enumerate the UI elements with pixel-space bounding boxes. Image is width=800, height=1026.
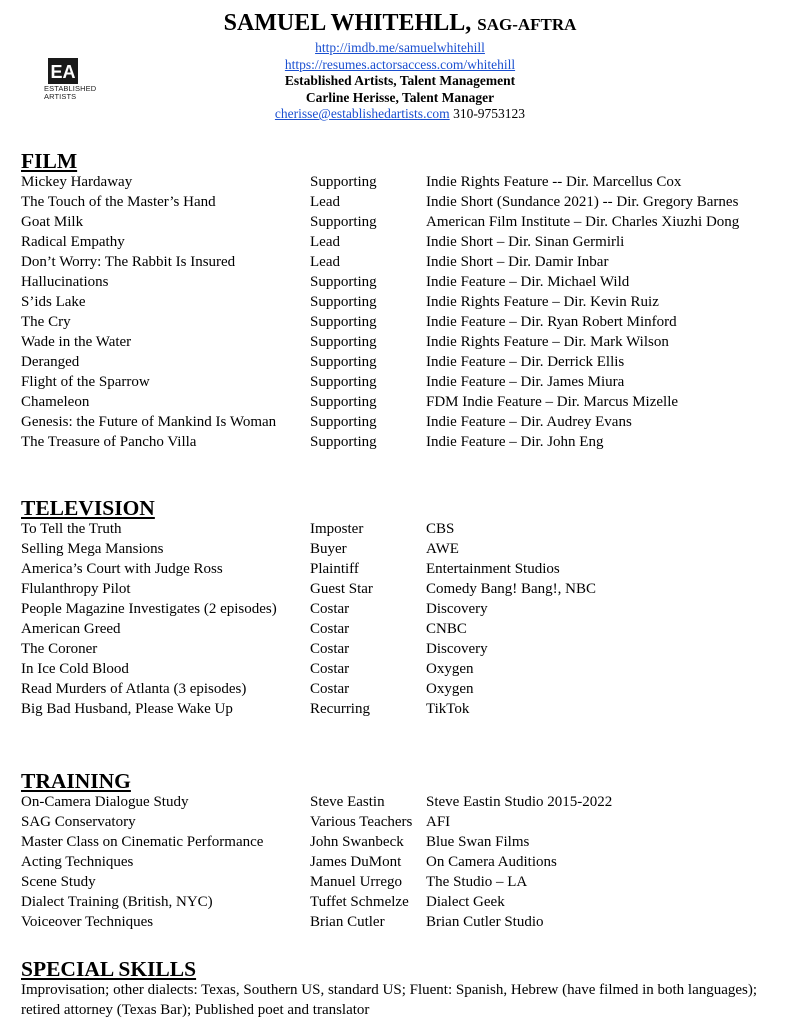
- training-credit: AFI: [426, 814, 451, 830]
- training-title: Scene Study: [21, 874, 96, 890]
- training-credit: Blue Swan Films: [426, 834, 530, 850]
- union-affiliation: SAG-AFTRA: [477, 15, 577, 34]
- television-title: People Magazine Investigates (2 episodes): [21, 601, 277, 617]
- television-credit: Oxygen: [426, 681, 474, 697]
- film-title: Don’t Worry: The Rabbit Is Insured: [21, 254, 236, 270]
- television-credit: Discovery: [426, 641, 488, 657]
- television-role: Imposter: [310, 521, 364, 537]
- training-role: James DuMont: [310, 854, 402, 870]
- special-skills-heading: SPECIAL SKILLS: [21, 957, 197, 981]
- film-role: Supporting: [310, 374, 377, 390]
- television-role: Costar: [310, 601, 350, 617]
- film-title: Hallucinations: [21, 274, 109, 290]
- television-credit: Comedy Bang! Bang!, NBC: [426, 581, 596, 597]
- television-credit-row: [21, 699, 791, 719]
- film-credit: Indie Rights Feature -- Dir. Marcellus Cox: [426, 174, 682, 190]
- svg-text:EA: EA: [50, 62, 76, 82]
- film-role: Supporting: [310, 214, 377, 230]
- film-role: Lead: [310, 234, 340, 250]
- television-credit-row: [21, 599, 791, 619]
- training-role: Tuffet Schmelze: [310, 894, 409, 910]
- television-credit: CNBC: [426, 621, 467, 637]
- television-title: American Greed: [21, 621, 121, 637]
- television-credit: TikTok: [426, 701, 470, 717]
- film-title: Goat Milk: [21, 214, 84, 230]
- film-credit-row: [21, 272, 791, 292]
- television-heading: TELEVISION: [21, 496, 155, 520]
- film-credit-row: [21, 392, 791, 412]
- television-title: The Coroner: [21, 641, 98, 657]
- training-heading: TRAINING: [21, 769, 131, 793]
- training-credit: Steve Eastin Studio 2015-2022: [426, 794, 613, 810]
- television-credit-row: [21, 659, 791, 679]
- training-role: Steve Eastin: [310, 794, 385, 810]
- film-credit: Indie Feature – Dir. Derrick Ellis: [426, 354, 625, 370]
- film-credit-row: [21, 212, 791, 232]
- training-credit: Brian Cutler Studio: [426, 914, 544, 930]
- training-credit-row: [21, 872, 791, 892]
- television-credit: AWE: [426, 541, 459, 557]
- television-credit-row: [21, 639, 791, 659]
- television-credit-row: [21, 519, 791, 539]
- television-role: Guest Star: [310, 581, 373, 597]
- film-credit: Indie Feature – Dir. Michael Wild: [426, 274, 630, 290]
- training-credit: On Camera Auditions: [426, 854, 557, 870]
- actors-access-link[interactable]: https://resumes.actorsaccess.com/whitehill: [284, 56, 516, 72]
- film-role: Supporting: [310, 434, 377, 450]
- actor-name: [0, 8, 800, 40]
- actor-name-text: SAMUEL WHITEHLL,: [223, 10, 472, 36]
- film-credit: Indie Rights Feature – Dir. Mark Wilson: [426, 334, 669, 350]
- film-role: Supporting: [310, 294, 377, 310]
- film-credit: Indie Short – Dir. Sinan Germirli: [426, 234, 625, 250]
- television-section: [21, 497, 791, 719]
- training-section: [21, 770, 791, 932]
- television-role: Buyer: [310, 541, 347, 557]
- film-title: Wade in the Water: [21, 334, 132, 350]
- film-role: Supporting: [310, 414, 377, 430]
- television-title: Selling Mega Mansions: [21, 541, 164, 557]
- phone-number: 310-9753123: [453, 106, 526, 121]
- film-role: Supporting: [310, 274, 377, 290]
- film-credit: FDM Indie Feature – Dir. Marcus Mizelle: [426, 394, 679, 410]
- film-role: Supporting: [310, 354, 377, 370]
- television-title: Read Murders of Atlanta (3 episodes): [21, 681, 247, 697]
- training-title: Acting Techniques: [21, 854, 134, 870]
- training-title: Voiceover Techniques: [21, 914, 154, 930]
- agency-name: Established Artists, Talent Management: [284, 73, 516, 88]
- film-credit: Indie Feature – Dir. Ryan Robert Minford: [426, 314, 677, 330]
- film-credit: Indie Short – Dir. Damir Inbar: [426, 254, 609, 270]
- film-role: Supporting: [310, 334, 377, 350]
- film-credit-row: [21, 332, 791, 352]
- film-credit-row: [21, 252, 791, 272]
- television-role: Recurring: [310, 701, 370, 717]
- film-title: Mickey Hardaway: [21, 174, 133, 190]
- training-title: On-Camera Dialogue Study: [21, 794, 189, 810]
- film-title: The Treasure of Pancho Villa: [21, 434, 197, 450]
- training-title: Dialect Training (British, NYC): [21, 894, 213, 910]
- television-role: Costar: [310, 641, 350, 657]
- imdb-link[interactable]: http://imdb.me/samuelwhitehill: [315, 40, 485, 55]
- television-role: Plaintiff: [310, 561, 359, 577]
- training-role: Brian Cutler: [310, 914, 385, 930]
- film-credit-row: [21, 172, 791, 192]
- training-role: Various Teachers: [310, 814, 413, 830]
- television-title: Big Bad Husband, Please Wake Up: [21, 701, 233, 717]
- manager-name: Carline Herisse, Talent Manager: [305, 89, 495, 105]
- film-credit-row: [21, 372, 791, 392]
- television-title: Flulanthropy Pilot: [21, 581, 131, 597]
- film-title: Genesis: the Future of Mankind Is Woman: [21, 414, 277, 430]
- film-title: The Touch of the Master’s Hand: [21, 194, 216, 210]
- film-credit-row: [21, 432, 791, 452]
- training-credit-row: [21, 912, 791, 932]
- television-credit: CBS: [426, 521, 455, 537]
- television-title: In Ice Cold Blood: [21, 661, 129, 677]
- training-credit-row: [21, 852, 791, 872]
- television-role: Costar: [310, 621, 350, 637]
- logo-label-line1: ESTABLISHED: [44, 84, 97, 93]
- email-link[interactable]: cherisse@establishedartists.com: [274, 106, 450, 121]
- film-credit: Indie Feature – Dir. John Eng: [426, 434, 604, 450]
- film-title: S’ids Lake: [21, 294, 86, 310]
- film-heading: FILM: [21, 149, 78, 173]
- training-credit: The Studio – LA: [426, 874, 528, 890]
- television-role: Costar: [310, 661, 350, 677]
- film-credit: Indie Feature – Dir. James Miura: [426, 374, 625, 390]
- film-credit: American Film Institute – Dir. Charles Xiuzhi Dong: [426, 214, 740, 230]
- film-title: Chameleon: [21, 394, 90, 410]
- training-role: John Swanbeck: [310, 834, 404, 850]
- film-credit-row: [21, 232, 791, 252]
- television-credit-row: [21, 579, 791, 599]
- logo-label-line2: ARTISTS: [44, 92, 77, 101]
- film-role: Supporting: [310, 314, 377, 330]
- film-credit: Indie Feature – Dir. Audrey Evans: [426, 414, 632, 430]
- television-title: America’s Court with Judge Ross: [21, 561, 223, 577]
- television-title: To Tell the Truth: [21, 521, 122, 537]
- training-credit-row: [21, 792, 791, 812]
- film-credit: Indie Short (Sundance 2021) -- Dir. Gregory Barnes: [426, 194, 739, 210]
- film-title: Radical Empathy: [21, 234, 125, 250]
- film-credit-row: [21, 352, 791, 372]
- film-credit-row: [21, 312, 791, 332]
- television-credit-row: [21, 539, 791, 559]
- training-title: SAG Conservatory: [21, 814, 136, 830]
- contact-line: [0, 106, 800, 123]
- television-credit: Discovery: [426, 601, 488, 617]
- television-credit-row: [21, 559, 791, 579]
- training-credit-row: [21, 812, 791, 832]
- television-credit-row: [21, 619, 791, 639]
- film-title: The Cry: [21, 314, 71, 330]
- training-credit-row: [21, 892, 791, 912]
- special-skills-section: [21, 958, 791, 1020]
- film-title: Flight of the Sparrow: [21, 374, 150, 390]
- film-title: Deranged: [21, 354, 80, 370]
- film-role: Lead: [310, 194, 340, 210]
- film-role: Supporting: [310, 174, 377, 190]
- film-role: Lead: [310, 254, 340, 270]
- film-section: [21, 150, 791, 452]
- television-credit: Oxygen: [426, 661, 474, 677]
- television-credit-row: [21, 679, 791, 699]
- film-credit: Indie Rights Feature – Dir. Kevin Ruiz: [426, 294, 659, 310]
- special-skills-text: Improvisation; other dialects: Texas, Southern US, standard US; Fluent: Spanish, Hebrew (have filmed in both languages); retired attorney (Texas Bar); Published poet and translator: [21, 982, 758, 1018]
- television-credit: Entertainment Studios: [426, 561, 560, 577]
- resume-header: [0, 8, 800, 123]
- training-title: Master Class on Cinematic Performance: [21, 834, 264, 850]
- film-credit-row: [21, 412, 791, 432]
- film-credit-row: [21, 292, 791, 312]
- television-role: Costar: [310, 681, 350, 697]
- training-credit-row: [21, 832, 791, 852]
- film-role: Supporting: [310, 394, 377, 410]
- film-credit-row: [21, 192, 791, 212]
- training-role: Manuel Urrego: [310, 874, 403, 890]
- training-credit: Dialect Geek: [426, 894, 505, 910]
